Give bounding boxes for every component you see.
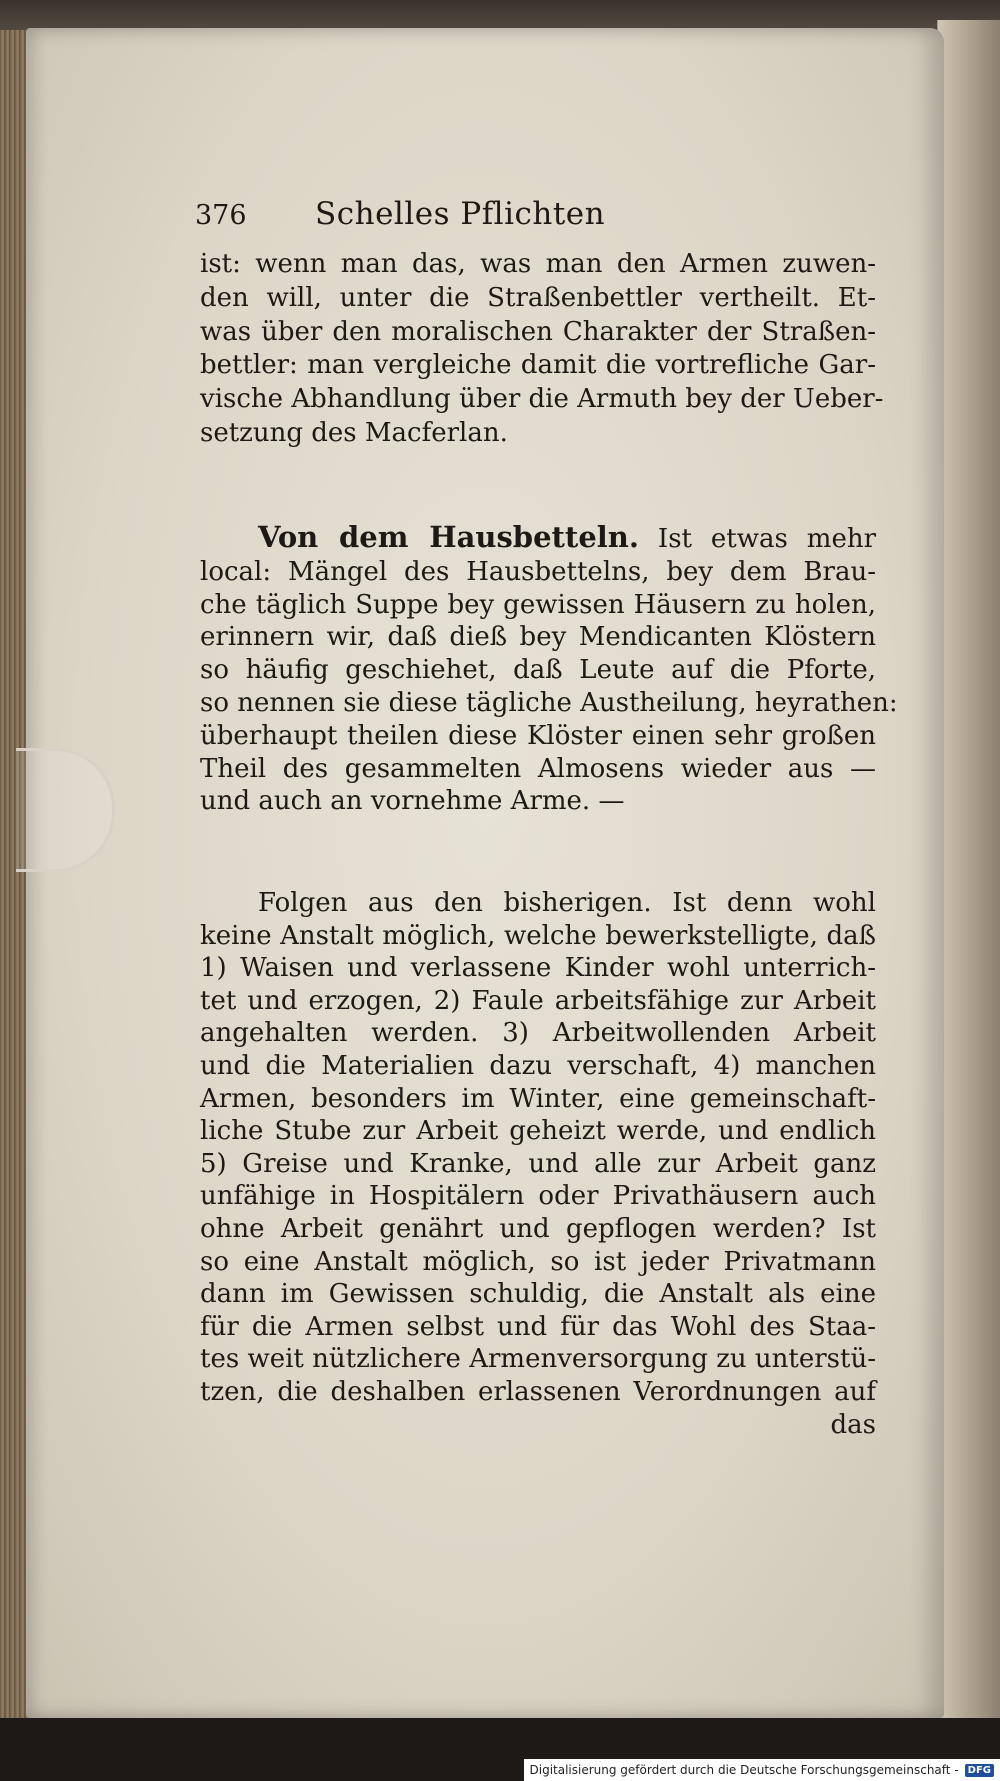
text-line: für die Armen selbst und für das Wohl des Staa- [200, 1311, 876, 1342]
text-line: unfähige in Hospitälern oder Privathäusern auch [200, 1181, 876, 1212]
text-line: so nennen sie diese tägliche Austheilung, heyrathen: [200, 687, 898, 718]
running-title: Schelles Pflichten [315, 196, 606, 232]
text-line: local: Mängel des Hausbettelns, bey dem Brau- [200, 556, 876, 587]
text-line: vische Abhandlung über die Armuth bey der Ueber- [200, 384, 884, 415]
section-heading: Von dem Hausbetteln. [258, 520, 639, 554]
text-line: 5) Greise und Kranke, und alle zur Arbeit ganz [200, 1148, 876, 1179]
digitization-credit-bar [524, 1759, 1000, 1781]
text-line: Theil des gesammelten Almosens wieder aus — [200, 753, 876, 784]
text-line: che täglich Suppe bey gewissen Häusern zu holen, [200, 589, 876, 620]
page-tab-mark [16, 748, 115, 872]
text-line: so häufig geschiehet, daß Leute auf die Pforte, [200, 655, 876, 686]
text-line: so eine Anstalt möglich, so ist jeder Privatmann [200, 1246, 876, 1277]
heading-continuation: Ist etwas mehr [657, 524, 876, 554]
text-line: überhaupt theilen diese Klöster einen sehr großen [200, 720, 876, 751]
text-line: Folgen aus den bisherigen. Ist denn wohl [258, 888, 876, 918]
catchword: das [830, 1409, 876, 1440]
text-line: tzen, die deshalben erlassenen Verordnungen auf [200, 1376, 876, 1407]
text-line: und die Materialien dazu verschaft, 4) manchen [200, 1050, 876, 1081]
text-line: tes weit nützlichere Armenversorgung zu unterstü- [200, 1344, 876, 1375]
text-line: bettler: man vergleiche damit die vortrefliche Gar- [200, 350, 876, 381]
text-line: 1) Waisen und verlassene Kinder wohl unterrich- [200, 953, 876, 984]
text-line: dann im Gewissen schuldig, die Anstalt als eine [200, 1279, 876, 1310]
text-line: Armen, besonders im Winter, eine gemeinschaft- [200, 1083, 876, 1114]
text-line: setzung des Macferlan. [200, 417, 508, 448]
text-line: erinnern wir, daß dieß bey Mendicanten Klöstern [200, 622, 876, 653]
text-line: ist: wenn man das, was man den Armen zuwen- [200, 249, 876, 279]
text-line: und auch an vornehme Arme. — [200, 786, 625, 817]
paragraph-1 [200, 248, 884, 451]
text-line: was über den moralischen Charakter der Straßen- [200, 316, 876, 347]
paragraph-2 [200, 520, 898, 818]
text-line [200, 521, 876, 556]
paragraph-3 [200, 887, 876, 1441]
text-line: angehalten werden. 3) Arbeitwollenden Arbeit [200, 1018, 876, 1049]
text-line: ohne Arbeit genährt und gepflogen werden? Ist [200, 1213, 876, 1244]
dfg-logo: DFG [965, 1764, 994, 1777]
digitization-credit: Digitalisierung gefördert durch die Deutsche Forschungsgemeinschaft - [529, 1763, 959, 1777]
book-right-edge [937, 20, 1000, 1720]
text-line: den will, unter die Straßenbettler vertheilt. Et- [200, 282, 876, 313]
text-line: keine Anstalt möglich, welche bewerkstelligte, daß [200, 920, 876, 951]
text-line: liche Stube zur Arbeit geheizt werde, und endlich [200, 1116, 876, 1147]
running-head [195, 196, 715, 236]
page-number: 376 [195, 200, 247, 231]
text-line: tet und erzogen, 2) Faule arbeitsfähige zur Arbeit [200, 985, 876, 1016]
